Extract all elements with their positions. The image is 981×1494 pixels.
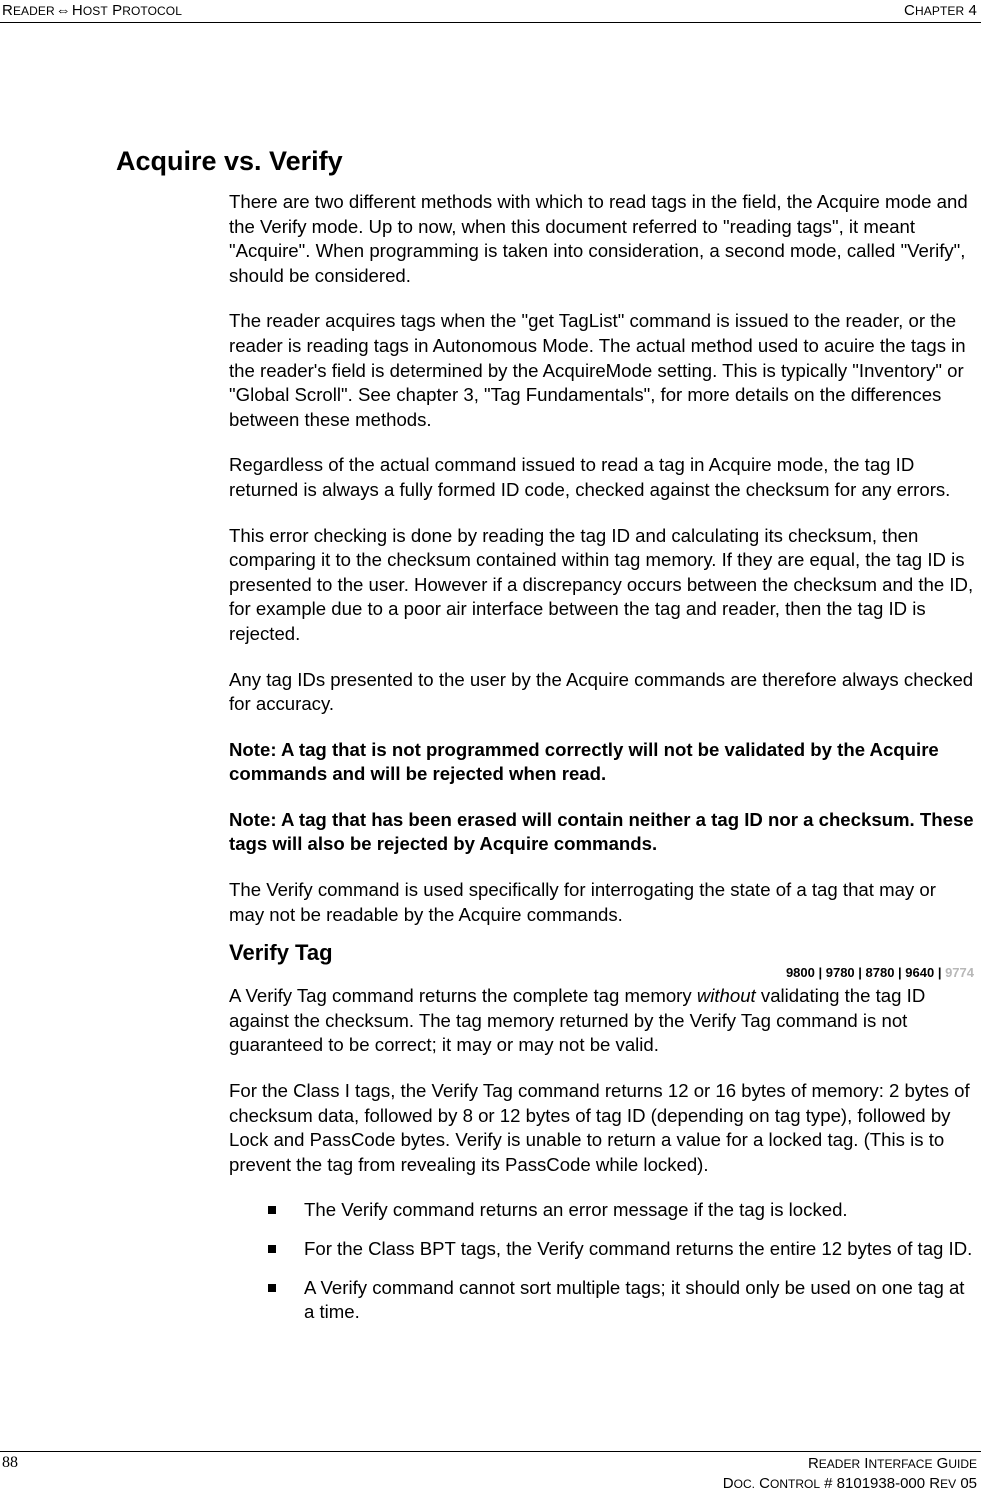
footer-word-cap: G [936, 1455, 949, 1472]
square-bullet-icon [268, 1206, 276, 1214]
text-run: A Verify Tag command returns the complete tag memory [229, 985, 697, 1007]
paragraph: Regardless of the actual command issued to read a tag in Acquire mode, the tag ID returned is always a fully formed ID code, checked against the checksum for any errors. [229, 454, 951, 500]
section-title: Acquire vs. Verify [116, 146, 343, 176]
list-item [229, 1237, 974, 1262]
guide-title [723, 1454, 977, 1474]
chapter-number: 4 [968, 2, 977, 19]
square-bullet-icon [268, 1284, 276, 1292]
text-run: validating the tag ID against the checksum. The tag memory returned by the Verify Tag command is not guaranteed to be correct; it may or may not be valid. [229, 985, 926, 1056]
header-word-rest: ROTOCOL [122, 4, 183, 18]
footer-word-rest: UIDE [948, 1457, 977, 1471]
note: Note: A tag that is not programmed correctly will not be validated by the Acquire commands and will be rejected when read. [229, 738, 939, 785]
emphasis-text: without [696, 985, 756, 1007]
paragraph: Any tag IDs presented to the user by the Acquire commands are therefore always checked for accuracy. [229, 668, 974, 715]
list-item [229, 1198, 974, 1223]
double-arrow-icon: ⇔ [55, 2, 71, 19]
footer-doc-info [723, 1454, 977, 1494]
header-word-rest: EADER [12, 4, 55, 18]
model-list-inactive: 9774 [945, 965, 974, 981]
paragraph: The reader acquires tags when the "get TagList" command is issued to the reader, or the reader is reading tags in Autonomous Mode. The actual method used to acuire the tags in the reader's field is determined by the AcquireMode setting. This is typically "Inventory" or "Global Scroll". See chapter 3, "Tag Fundamentals", for more details on the differences between these methods. [229, 310, 966, 430]
note: Note: A tag that has been erased will contain neither a tag ID nor a checksum. These tags will also be rejected by Acquire commands. [229, 808, 974, 855]
list-item-text: The Verify command returns an error message if the tag is locked. [304, 1199, 848, 1221]
footer-word-rest: EV [940, 1477, 957, 1491]
list-item-text: For the Class BPT tags, the Verify command returns the entire 12 bytes of tag ID. [304, 1238, 973, 1259]
footer-word-rest: OC. [733, 1477, 755, 1491]
revision-number: 05 [960, 1475, 977, 1492]
bullet-list [229, 1198, 974, 1324]
footer-word-cap: R [929, 1475, 941, 1492]
doc-number: # 8101938-000 [824, 1475, 926, 1492]
page-footer [0, 1451, 981, 1493]
body-column [229, 190, 974, 1339]
paragraph: The Verify command is used specifically for interrogating the state of a tag that may or may not be readable by the Acquire commands. [229, 879, 936, 925]
footer-word-cap: D [722, 1475, 734, 1492]
paragraph: For the Class I tags, the Verify Tag command returns 12 or 16 bytes of memory: 2 bytes of checksum data, followed by 8 or 12 bytes of tag ID (depending on tag type), followed by Lock and PassCode bytes. Verify is unable to return a value for a locked tag. (This is to prevent the tag from revealing its PassCode while locked). [229, 1080, 970, 1175]
footer-word-cap: C [759, 1475, 770, 1492]
header-word-cap: P [112, 2, 123, 19]
header-word-rest: HAPTER [914, 4, 965, 18]
footer-word-rest: ONTROL [769, 1477, 820, 1491]
list-item [229, 1276, 974, 1325]
page-number: 88 [2, 1454, 18, 1471]
header-word-cap: C [904, 2, 915, 19]
header-title [2, 2, 182, 19]
page-header [0, 0, 981, 23]
paragraph: There are two different methods with which to read tags in the field, the Acquire mode and the Verify mode. Up to now, when this document referred to "reading tags", it meant "Acquire". When programming is taken into consideration, a second mode, called "Verify", should be considered. [229, 191, 968, 286]
footer-word-cap: R [807, 1455, 819, 1472]
header-word-rest: OST [82, 4, 108, 18]
footer-word-cap: I [864, 1455, 869, 1472]
paragraph: This error checking is done by reading the tag ID and calculating its checksum, then comparing it to the checksum contained within tag memory. If they are equal, the tag ID is presented to the user. However if a discrepancy occurs between the checksum and the ID, for example due to a poor air interface between the tag and reader, then the tag ID is rejected. [229, 524, 974, 644]
footer-word-rest: NTERFACE [868, 1457, 933, 1471]
paragraph [229, 984, 974, 1058]
model-applicability [229, 965, 974, 981]
square-bullet-icon [268, 1245, 276, 1253]
header-chapter [904, 2, 977, 19]
footer-word-rest: EADER [818, 1457, 861, 1471]
subsection-title: Verify Tag [229, 940, 333, 966]
model-list-active: 9800 | 9780 | 8780 | 9640 | [785, 965, 946, 981]
header-word-cap: R [2, 2, 13, 19]
list-item-text: A Verify command cannot sort multiple tags; it should only be used on one tag at a time. [304, 1276, 965, 1323]
doc-control [723, 1474, 977, 1494]
header-word-cap: H [71, 2, 83, 19]
